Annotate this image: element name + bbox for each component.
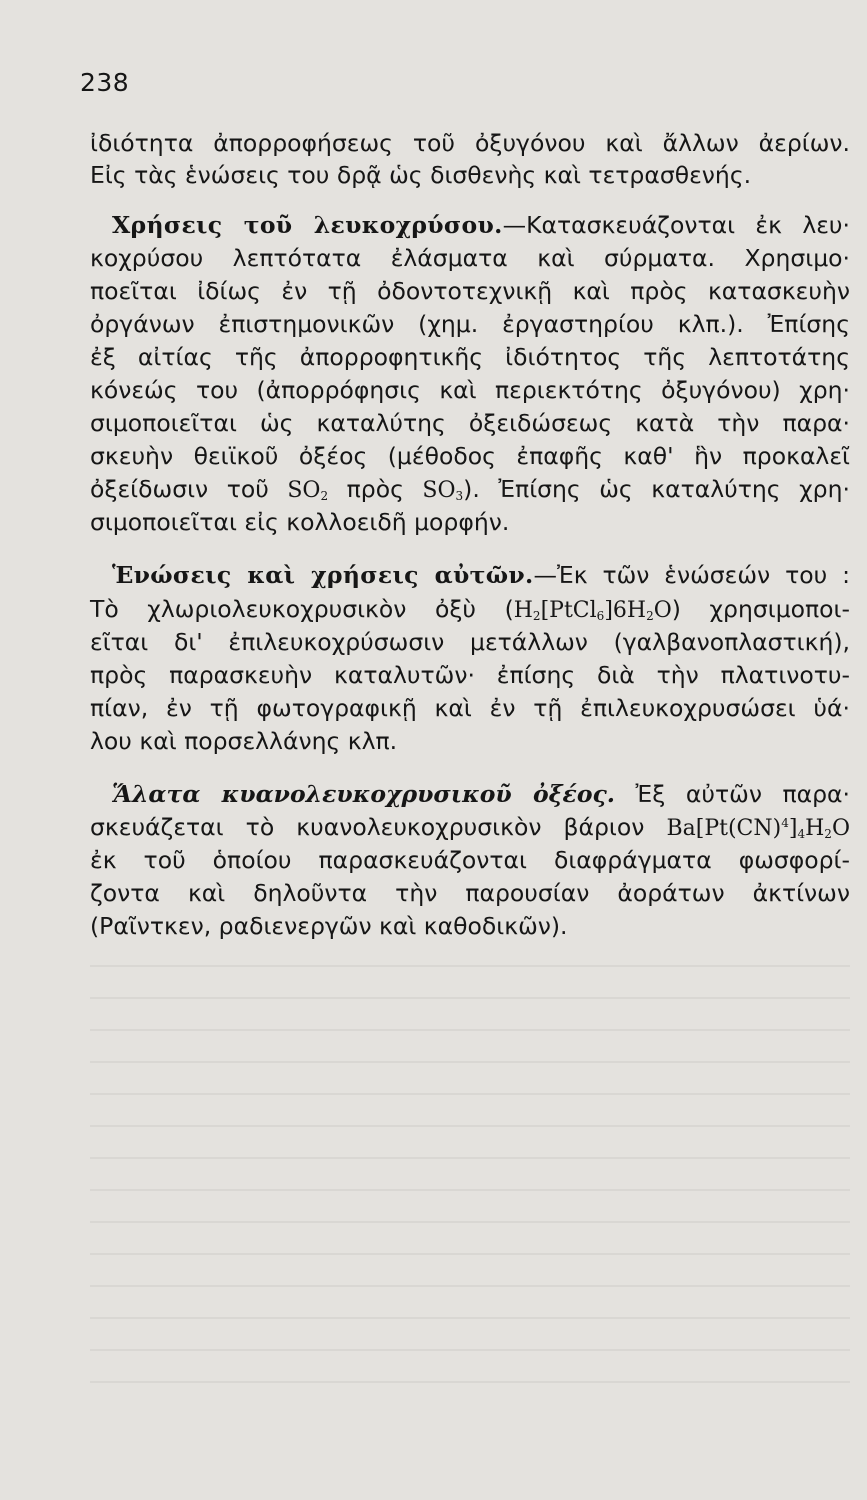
show-through-texture bbox=[90, 965, 850, 1435]
text-line: σιμοποιεῖται εἰς κολλοειδῆ μορφήν. bbox=[90, 508, 510, 536]
formula-so2: $SO_2$ bbox=[287, 478, 329, 503]
text-line: ὀργάνων ἐπιστημονικῶν (χημ. ἐργαστηρίου κλπ.). Ἐπίσης bbox=[90, 310, 850, 338]
text-line: σιμοποιεῖται ὡς καταλύτης ὀξειδώσεως κατὰ τὴν παρα· bbox=[90, 409, 850, 437]
bold-heading: Ἑνώσεις καὶ χρήσεις αὐτῶν. bbox=[112, 561, 534, 589]
text-line: Εἰς τὰς ἑνώσεις του δρᾷ ὡς δισθενὴς καὶ τετρασθενής. bbox=[90, 161, 752, 189]
text-line: σκευὴν θειϊκοῦ ὀξέος (μέθοδος ἐπαφῆς καθ' ἣν προκαλεῖ bbox=[90, 442, 850, 470]
section-heading-uses: Χρήσεις τοῦ λευκοχρύσου.—Κατασκευάζονται ἐκ λευ· bbox=[112, 211, 850, 239]
text-line: πρὸς παρασκευὴν καταλυτῶν· ἐπίσης διὰ τὴν πλατινοτυ- bbox=[90, 661, 850, 689]
text-line: ἐκ τοῦ ὁποίου παρασκευάζονται διαφράγματα φωσφορί- bbox=[90, 846, 850, 874]
text-line: ζοντα καὶ δηλοῦντα τὴν παρουσίαν ἀοράτων ἀκτίνων bbox=[90, 879, 850, 907]
section-heading-salts: Ἅλατα κυανολευκοχρυσικοῦ ὀξέος. Ἐξ αὐτῶν παρα· bbox=[112, 780, 851, 808]
text-line: ἰδιότητα ἀπορροφήσεως τοῦ ὀξυγόνου καὶ ἄλλων ἀερίων. bbox=[90, 129, 850, 157]
text-line: ποεῖται ἰδίως ἐν τῇ ὀδοντοτεχνικῇ καὶ πρὸς κατασκευὴν bbox=[90, 277, 850, 305]
formula-barium-platinocyanide: $Ba[Pt(CN)^4]_4H_2O$ bbox=[666, 816, 850, 841]
text-line: (Ραῖντκεν, ραδιενεργῶν καὶ καθοδικῶν). bbox=[90, 912, 568, 940]
text-line: λου καὶ πορσελλάνης κλπ. bbox=[90, 727, 398, 755]
text-line: ὀξείδωσιν τοῦ $SO_2$ πρὸς $SO_3$). Ἐπίσης ὡς καταλύτης χρη· bbox=[90, 475, 850, 503]
text-line: εῖται δι' ἐπιλευκοχρύσωσιν μετάλλων (γαλβανοπλαστική), bbox=[90, 628, 850, 656]
text-line: σκευάζεται τὸ κυανολευκοχρυσικὸν βάριον $Ba[Pt(CN)^4]_4H_2O$ bbox=[90, 813, 850, 841]
page-number: 238 bbox=[80, 68, 130, 97]
text-line: κόνεώς του (ἀπορρόφησις καὶ περιεκτότης ὀξυγόνου) χρη· bbox=[90, 376, 850, 404]
italic-heading: Ἅλατα κυανολευκοχρυσικοῦ ὀξέος. bbox=[112, 780, 615, 808]
text-line: ἐξ αἰτίας τῆς ἀπορροφητικῆς ἰδιότητος τῆς λεπτοτάτης bbox=[90, 343, 850, 371]
bold-heading: Χρήσεις τοῦ λευκοχρύσου. bbox=[112, 211, 503, 239]
text-line: Τὸ χλωριολευκοχρυσικὸν ὀξὺ $(H_2[PtCl_6]6H_2O)$ χρησιμοποι- bbox=[90, 595, 850, 623]
text-line: πίαν, ἐν τῇ φωτογραφικῇ καὶ ἐν τῇ ἐπιλευκοχρυσώσει ὑά· bbox=[90, 694, 850, 722]
text-line: κοχρύσου λεπτότατα ἐλάσματα καὶ σύρματα. Χρησιμο· bbox=[90, 244, 850, 272]
section-heading-compounds: Ἑνώσεις καὶ χρήσεις αὐτῶν.—Ἐκ τῶν ἑνώσεών του : bbox=[112, 561, 850, 589]
formula-chloroplatinic-acid: $H_2[PtCl_6]6H_2O$ bbox=[513, 598, 672, 623]
formula-so3: $SO_3$ bbox=[422, 478, 464, 503]
